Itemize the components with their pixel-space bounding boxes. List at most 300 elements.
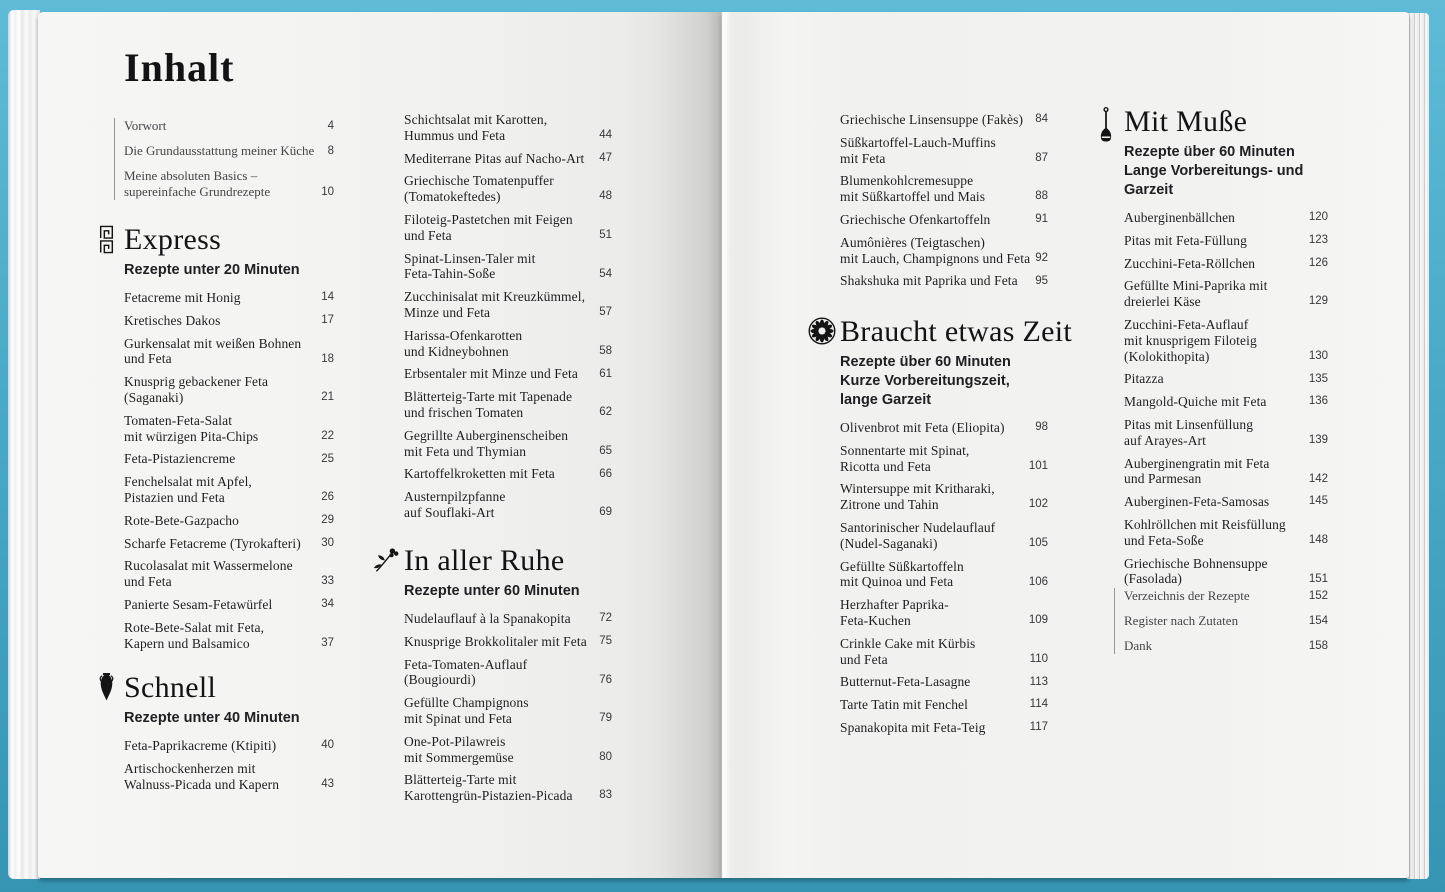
toc-block <box>1124 588 1328 663</box>
title-line: (Nudel-Saganaki) <box>840 535 938 551</box>
recipe-title <box>404 289 599 321</box>
recipe-title <box>840 481 1029 513</box>
toc-item <box>840 420 1048 436</box>
title-line: Walnuss-Picada und Kapern <box>124 776 280 792</box>
page-number: 8 <box>327 144 334 157</box>
page-number: 10 <box>321 185 334 198</box>
toc-item <box>404 328 612 360</box>
title-line: dreierlei Käse <box>1124 294 1201 310</box>
section-title: Schnell <box>124 671 217 704</box>
toc-item <box>404 611 612 627</box>
recipe-title <box>124 374 321 406</box>
title-line: Fetacreme mit Honig <box>124 290 241 305</box>
page-number: 114 <box>1029 698 1048 711</box>
title-line: Gurkensalat mit weißen Bohnen <box>124 335 302 351</box>
title-line: Kartoffelkroketten mit Feta <box>404 466 555 482</box>
title-line: Feta-Tomaten-Auflauf <box>404 656 528 672</box>
title-line: Gefüllte Champignons <box>404 695 529 711</box>
toc-item <box>1124 256 1328 272</box>
title-line: Mangold-Quiche mit Feta <box>1124 394 1267 410</box>
toc-item <box>124 761 334 793</box>
toc-item <box>840 443 1048 475</box>
recipe-title <box>1124 233 1309 249</box>
recipe-title <box>1124 256 1309 272</box>
title-line: Vorwort <box>124 118 167 133</box>
page-number: 66 <box>599 467 612 480</box>
toc-item <box>840 235 1048 267</box>
toc-item <box>124 474 334 506</box>
recipe-title <box>840 420 1035 436</box>
toc-item <box>1124 417 1328 449</box>
section-subtitle <box>124 261 334 280</box>
toc-column-4 <box>1124 0 1328 892</box>
entry-label <box>1124 613 1309 629</box>
page-number: 17 <box>321 314 334 327</box>
title-line: Austernpilzpfanne <box>404 489 506 505</box>
page-number: 102 <box>1028 498 1048 511</box>
title-line: mit Spinat und Feta <box>404 710 513 726</box>
page-number: 151 <box>1308 572 1328 585</box>
title-line: Minze und Feta <box>404 304 491 320</box>
page-number: 58 <box>599 344 612 357</box>
toc-item <box>840 559 1048 591</box>
recipe-title <box>840 135 1035 167</box>
title-line: Kapern und Balsamico <box>124 635 250 651</box>
recipe-title <box>124 597 321 613</box>
page-number: 79 <box>599 712 612 725</box>
recipe-title <box>1124 317 1309 364</box>
appendix-item <box>1124 588 1328 604</box>
title-line: Pitazza <box>1124 371 1164 387</box>
sun-wheel-icon <box>807 317 837 350</box>
subtitle-line: Rezepte unter 40 Minuten <box>124 710 300 726</box>
toc-block <box>124 118 334 209</box>
page-number: 83 <box>599 789 612 802</box>
recipe-title <box>124 620 321 652</box>
title-line: Zucchini-Feta-Auflauf <box>1124 316 1249 332</box>
flower-icon <box>371 546 401 578</box>
toc-item <box>124 558 334 590</box>
section-header-express <box>124 222 334 280</box>
subtitle-line: Rezepte über 60 Minuten <box>840 354 1011 370</box>
page-number: 92 <box>1035 251 1048 264</box>
toc-item <box>840 135 1048 167</box>
page-number: 44 <box>599 129 612 142</box>
recipe-title <box>124 474 321 506</box>
title-line: Pitas mit Linsenfüllung <box>1124 416 1254 432</box>
toc-item <box>1124 278 1328 310</box>
title-line: und Kidneybohnen <box>404 343 509 359</box>
title-line: Pitas mit Feta-Füllung <box>1124 232 1247 248</box>
section-header-schnell <box>124 670 334 728</box>
toc-column-3 <box>840 0 1072 892</box>
title-line: Mediterrane Pitas auf Nacho-Art <box>404 150 585 166</box>
page-number: 72 <box>599 612 612 625</box>
recipe-title <box>840 520 1029 552</box>
section-title: Express <box>124 223 222 256</box>
page-number: 47 <box>599 151 612 164</box>
title-line: Süßkartoffel-Lauch-Muffins <box>840 134 996 150</box>
title-line: supereinfache Grundrezepte <box>124 184 271 199</box>
toc-item <box>404 112 612 144</box>
title-line: und Feta-Soße <box>1124 532 1204 548</box>
recipe-title <box>124 413 321 445</box>
front-matter-item <box>124 118 334 134</box>
toc-item <box>840 212 1048 228</box>
page-number: 129 <box>1308 295 1328 308</box>
recipe-title <box>124 558 321 590</box>
title-line: auf Arayes-Art <box>1124 432 1206 448</box>
title-line: (Saganaki) <box>124 389 184 405</box>
greek-key-icon <box>91 225 121 259</box>
recipe-title <box>1124 494 1309 510</box>
toc-item <box>840 112 1048 128</box>
title-line: Tomaten-Feta-Salat <box>124 412 233 428</box>
toc-column-1 <box>124 0 334 892</box>
page-number: 51 <box>599 229 612 242</box>
title-line: und Parmesan <box>1124 471 1202 487</box>
page-number: 139 <box>1308 434 1328 447</box>
entry-label <box>124 143 328 159</box>
page-number: 33 <box>321 575 334 588</box>
page-stack-left-edge <box>8 10 40 879</box>
page-number: 130 <box>1308 349 1328 362</box>
toc-item <box>1124 517 1328 549</box>
toc-item <box>1124 556 1328 588</box>
title-line: Feta-Tahin-Soße <box>404 266 496 282</box>
recipe-title <box>1124 556 1309 588</box>
title-line: und Feta <box>404 227 452 243</box>
page-number: 25 <box>321 452 334 465</box>
title-line: mit Lauch, Champignons und Feta <box>840 250 1031 266</box>
toc-item <box>840 674 1048 690</box>
page-number: 120 <box>1308 211 1328 224</box>
toc-column-2 <box>404 0 612 892</box>
recipe-title <box>124 761 321 793</box>
recipe-title <box>404 611 599 627</box>
toc-item <box>404 151 612 167</box>
title-line: Kretisches Dakos <box>124 312 221 328</box>
page-number: 117 <box>1029 721 1048 734</box>
page-number: 75 <box>599 635 612 648</box>
title-line: Aumônières (Teigtaschen) <box>840 234 986 250</box>
title-line: Filoteig-Pastetchen mit Feigen <box>404 211 573 227</box>
title-line: Rote-Bete-Gazpacho <box>124 512 239 528</box>
page-number: 154 <box>1308 614 1328 627</box>
toc-block <box>404 543 612 811</box>
title-line: Meine absoluten Basics – <box>124 168 258 183</box>
recipe-title <box>840 636 1030 668</box>
title-line: (Kolokithopita) <box>1124 348 1210 364</box>
title-line: auf Souflaki-Art <box>404 504 495 520</box>
toc-item <box>404 634 612 650</box>
entry-label <box>124 168 321 200</box>
recipe-title <box>840 443 1029 475</box>
page-number: 142 <box>1308 472 1328 485</box>
toc-block <box>124 670 334 799</box>
title-line: Blumenkohlcremesuppe <box>840 173 974 189</box>
toc-item <box>840 520 1048 552</box>
title-line: und Feta <box>124 574 172 590</box>
page-number: 62 <box>599 406 612 419</box>
recipe-title <box>404 657 599 689</box>
title-line: (Tomatokeftedes) <box>404 189 501 205</box>
toc-item <box>404 389 612 421</box>
title-line: Herzhafter Paprika- <box>840 597 949 613</box>
title-line: Sonnentarte mit Spinat, <box>840 442 970 458</box>
page-number: 126 <box>1308 256 1328 269</box>
title-line: Karottengrün-Pistazien-Picada <box>404 788 573 804</box>
recipe-title <box>404 173 599 205</box>
page-number: 80 <box>599 750 612 763</box>
title-line: Knusprige Brokkolitaler mit Feta <box>404 633 587 649</box>
title-line: und frischen Tomaten <box>404 404 524 420</box>
title-line: Griechische Bohnensuppe <box>1124 555 1268 571</box>
recipe-title <box>124 451 321 467</box>
recipe-title <box>404 734 599 766</box>
toc-item <box>404 212 612 244</box>
recipe-title <box>124 536 321 552</box>
page-number: 30 <box>321 536 334 549</box>
toc-item <box>124 413 334 445</box>
toc-item <box>124 738 334 754</box>
title-line: Kohlröllchen mit Reisfüllung <box>1124 516 1286 532</box>
title-line: Panierte Sesam-Fetawürfel <box>124 596 273 612</box>
title-line: Gegrillte Auberginenscheiben <box>404 427 569 443</box>
page-number: 145 <box>1308 495 1328 508</box>
front-matter-item <box>124 168 334 200</box>
page-number: 57 <box>599 306 612 319</box>
title-line: Auberginen-Feta-Samosas <box>1124 494 1270 510</box>
toc-item <box>124 513 334 529</box>
page-number: 69 <box>599 506 612 519</box>
page-number: 88 <box>1035 190 1048 203</box>
subtitle-line: lange Garzeit <box>840 392 932 408</box>
recipe-title <box>1124 210 1309 226</box>
subtitle-line: Lange Vorbereitungs- und <box>1124 163 1304 179</box>
title-line: Blätterteig-Tarte mit <box>404 772 517 788</box>
toc-item <box>840 697 1048 713</box>
recipe-title <box>840 235 1035 267</box>
recipe-title <box>404 428 599 460</box>
recipe-title <box>404 489 599 521</box>
toc-item <box>1124 394 1328 410</box>
title-line: Scharfe Fetacreme (Tyrokafteri) <box>124 535 301 551</box>
recipe-title <box>840 674 1030 690</box>
page-number: 22 <box>321 429 334 442</box>
recipe-title <box>404 366 599 382</box>
title-line: Butternut-Feta-Lasagne <box>840 674 971 690</box>
title-line: Register nach Zutaten <box>1124 613 1239 628</box>
toc-item <box>840 173 1048 205</box>
title-line: Pistazien und Feta <box>124 489 225 505</box>
toc-block <box>840 314 1072 743</box>
title-line: mit Quinoa und Feta <box>840 574 954 590</box>
title-line: Santorinischer Nudelauflauf <box>840 519 996 535</box>
toc-item <box>1124 371 1328 387</box>
subtitle-line: Garzeit <box>1124 182 1174 198</box>
title-line: Verzeichnis der Rezepte <box>1124 588 1250 603</box>
entry-label <box>1124 638 1309 654</box>
recipe-title <box>404 328 599 360</box>
recipe-title <box>404 251 599 283</box>
toc-item <box>1124 233 1328 249</box>
page-number: 21 <box>321 391 334 404</box>
recipe-title <box>124 336 321 368</box>
page-number: 152 <box>1308 589 1328 602</box>
title-line: Rote-Bete-Salat mit Feta, <box>124 619 265 635</box>
section-title: Braucht etwas Zeit <box>840 315 1072 348</box>
appendix-item <box>1124 638 1328 654</box>
title-line: One-Pot-Pilawreis <box>404 733 506 749</box>
title-line: Fenchelsalat mit Apfel, <box>124 474 252 490</box>
title-line: Hummus und Feta <box>404 127 506 143</box>
title-line: mit Süßkartoffel und Mais <box>840 189 986 205</box>
page-number: 158 <box>1308 639 1328 652</box>
title-line: und Feta <box>840 651 888 667</box>
title-line: Auberginenbällchen <box>1124 210 1236 225</box>
toc-item <box>124 597 334 613</box>
toc-item <box>404 428 612 460</box>
page-number: 110 <box>1029 652 1048 665</box>
toc-item <box>404 695 612 727</box>
title-line: Gefüllte Süßkartoffeln <box>840 558 964 574</box>
page-number: 29 <box>321 514 334 527</box>
section-header-in-aller-ruhe <box>404 543 612 601</box>
subtitle-line: Kurze Vorbereitungszeit, <box>840 373 1010 389</box>
section-subtitle <box>1124 143 1328 200</box>
page-number: 105 <box>1028 537 1048 550</box>
title-line: Feta-Pistaziencreme <box>124 451 236 467</box>
section-subtitle <box>840 353 1048 410</box>
contents-title: Inhalt <box>124 45 235 90</box>
toc-item <box>404 772 612 804</box>
section-header-mit-musse <box>1124 104 1328 200</box>
front-matter-list <box>114 118 334 200</box>
appendix-item <box>1124 613 1328 629</box>
title-line: Griechische Ofenkartoffeln <box>840 211 991 227</box>
toc-item <box>124 536 334 552</box>
toc-item <box>1124 494 1328 510</box>
recipe-title <box>1124 394 1309 410</box>
page-number: 14 <box>321 291 334 304</box>
recipe-title <box>840 559 1029 591</box>
toc-block <box>840 112 1048 296</box>
recipe-title <box>1124 456 1309 488</box>
page-number: 18 <box>321 352 334 365</box>
recipe-title <box>404 634 599 650</box>
page-number: 65 <box>599 444 612 457</box>
title-line: Ricotta und Feta <box>840 458 931 474</box>
title-line: mit Feta <box>840 150 886 166</box>
recipe-title <box>840 173 1035 205</box>
appendix-list <box>1114 588 1328 654</box>
toc-item <box>124 290 334 306</box>
toc-item <box>840 636 1048 668</box>
page-number: 123 <box>1308 234 1328 247</box>
recipe-title <box>1124 517 1309 549</box>
toc-item <box>404 173 612 205</box>
amphora-icon <box>91 673 121 709</box>
title-line: Griechische Tomatenpuffer <box>404 173 554 189</box>
title-line: Harissa-Ofenkarotten <box>404 327 523 343</box>
page-number: 43 <box>321 777 334 790</box>
page-number: 37 <box>321 636 334 649</box>
title-line: Tarte Tatin mit Fenchel <box>840 697 968 713</box>
title-line: Wintersuppe mit Kritharaki, <box>840 481 995 497</box>
page-number: 101 <box>1028 459 1048 472</box>
title-line: Rucolasalat mit Wassermelone <box>124 558 293 574</box>
section-subtitle <box>404 582 612 601</box>
title-line: (Bougiourdi) <box>404 672 476 688</box>
recipe-title <box>1124 371 1309 387</box>
toc-item <box>124 620 334 652</box>
title-line: mit würzigen Pita-Chips <box>124 428 259 444</box>
front-matter-item <box>124 143 334 159</box>
page-number: 76 <box>599 673 612 686</box>
title-line: Feta-Kuchen <box>840 612 911 628</box>
title-line: Spanakopita mit Feta-Teig <box>840 719 986 735</box>
toc-item <box>404 657 612 689</box>
toc-item <box>404 734 612 766</box>
section-title: Mit Muße <box>1124 105 1248 138</box>
title-line: Zucchinisalat mit Kreuzkümmel, <box>404 289 586 305</box>
section-title: In aller Ruhe <box>404 544 565 577</box>
recipe-title <box>404 466 599 482</box>
toc-block <box>404 112 612 528</box>
title-line: Olivenbrot mit Feta (Eliopita) <box>840 420 1005 435</box>
title-line: Crinkle Cake mit Kürbis <box>840 635 976 651</box>
title-line: Schichtsalat mit Karotten, <box>404 112 548 127</box>
toc-item <box>840 481 1048 513</box>
toc-item <box>1124 317 1328 364</box>
title-line: und Feta <box>124 351 172 367</box>
toc-block <box>124 222 334 658</box>
page-number: 26 <box>321 491 334 504</box>
ladle-icon <box>1091 107 1121 150</box>
page-number: 34 <box>321 598 334 611</box>
toc-item <box>404 466 612 482</box>
toc-item <box>124 451 334 467</box>
title-line: Knusprig gebackener Feta <box>124 374 269 390</box>
page-number: 48 <box>599 190 612 203</box>
title-line: Dank <box>1124 638 1153 653</box>
title-line: Nudelauflauf à la Spanakopita <box>404 611 571 626</box>
toc-item <box>404 289 612 321</box>
recipe-title <box>124 290 321 306</box>
section-subtitle <box>124 709 334 728</box>
toc-item <box>124 374 334 406</box>
title-line: Shakshuka mit Paprika und Feta <box>840 273 1018 289</box>
toc-item <box>1124 210 1328 226</box>
page-number: 84 <box>1035 113 1048 126</box>
page-number: 148 <box>1308 534 1328 547</box>
title-line: Gefüllte Mini-Paprika mit <box>1124 278 1268 294</box>
recipe-title <box>840 720 1030 736</box>
title-line: Die Grundausstattung meiner Küche <box>124 143 315 158</box>
subtitle-line: Rezepte unter 20 Minuten <box>124 262 300 278</box>
page-number: 113 <box>1029 675 1048 688</box>
toc-block <box>1124 104 1328 594</box>
page-number: 40 <box>321 739 334 752</box>
toc-item <box>124 313 334 329</box>
recipe-title <box>124 513 321 529</box>
title-line: mit knusprigem Filoteig <box>1124 332 1257 348</box>
recipe-title <box>404 389 599 421</box>
title-line: Griechische Linsensuppe (Fakès) <box>840 112 1024 127</box>
recipe-title <box>840 697 1030 713</box>
entry-label <box>1124 588 1309 604</box>
